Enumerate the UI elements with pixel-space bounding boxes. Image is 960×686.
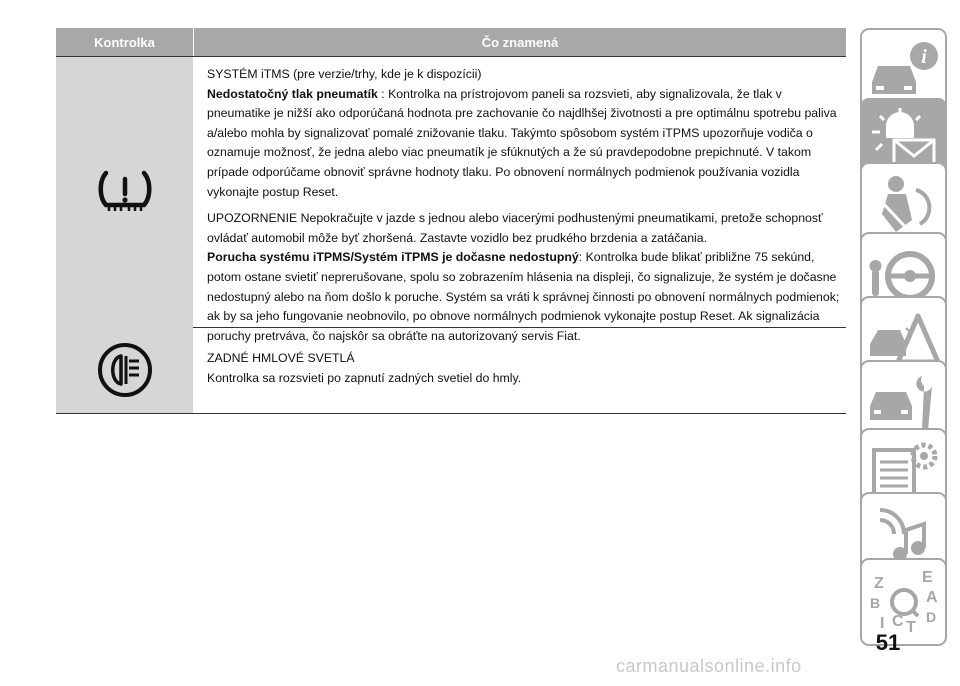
underinflation-heading: Nedostatočný tlak pneumatík [207,86,378,101]
paragraph-warning: UPOZORNENIE Nepokračujte v jazde s jednou alebo viacerými podhustenými pneumatikami, pretože schopnosť ovládať automobil môže byť zhoršená. Zastavte vozidlo bez prudkého brzdenia a zatáčania. [207,211,823,245]
icon-cell [56,327,193,413]
svg-text:i: i [920,46,927,68]
page-number: 51 [875,630,901,655]
header-co-znamena [193,28,846,56]
table-row [56,56,846,343]
watermark: carmanualsonline.info [616,656,802,676]
index-letter: D [925,609,936,625]
section-title: SYSTÉM iTMS (pre verzie/trhy, kde je k dispozícii) [207,67,482,81]
malfunction-text: : Kontrolka bude blikať približne 75 sekúnd, potom ostane svietiť neprerušovane, spolu so zobrazením hlásenia na displeji, čo signalizuje, že systém je dočasne nedostupný alebo na ňom došlo k poruche. Systém sa vráti k správnej činnosti po obnovení normálnych podmienok; ak by sa jeho fungovanie neobnovilo, po obnove normálnych podmienok vykonajte postup Reset. Ak signalizácia poruchy pretrváva, čo najskôr sa obráťte na autorizovaný servis Fiat. [207,250,840,343]
paragraph-fog: Kontrolka sa rozsvieti po zapnutí zadných svetiel do hmly. [207,370,522,385]
icon-cell [56,57,193,327]
index-letter: Z [873,575,884,592]
tire-pressure-warning-icon [96,167,154,217]
section-title: ZADNÉ HMLOVÉ SVETLÁ [207,351,355,365]
header-co-znamena-label: Čo znamená [481,34,559,50]
description-cell [193,57,846,343]
rear-fog-light-icon [97,342,153,398]
table-header [56,28,846,56]
description-cell [193,327,846,413]
malfunction-heading: Porucha systému iTPMS/Systém iTPMS je dočasne nedostupný [207,250,579,265]
index-letter: B [869,595,880,611]
paragraph-underinflation [207,85,846,203]
index-letter: I [879,615,884,632]
header-kontrolka: Kontrolka [94,34,155,50]
index-letter: T [905,619,916,636]
alphabetical-index-icon [866,566,942,638]
index-letter: E [921,569,933,586]
index-letter: C [891,613,904,630]
underinflation-text: : Kontrolka na prístrojovom paneli sa rozsvieti, aby signalizovala, že tlak v pneumatike je nižší ako odporúčaná hodnota pre zachovanie čo najdlhšej životnosti a pre optimálnu spotrebu paliva a/alebo mohla by signalizovať pomalé znižovanie tlaku. Takýmto spôsobom systém iTPMS upozorňuje vodiča o oznamuje možnosť, že jedna alebo viac pneumatík je sfúknutých a že sú pravdepodobne prepichnuté. V takom prípade odporúčame obnoviť správne hodnoty tlaku. Po obnovení normálnych podmienok používania vozidla vykonajte postup Reset. [207,86,837,199]
index-letter: A [925,589,938,606]
table-row [56,327,846,414]
